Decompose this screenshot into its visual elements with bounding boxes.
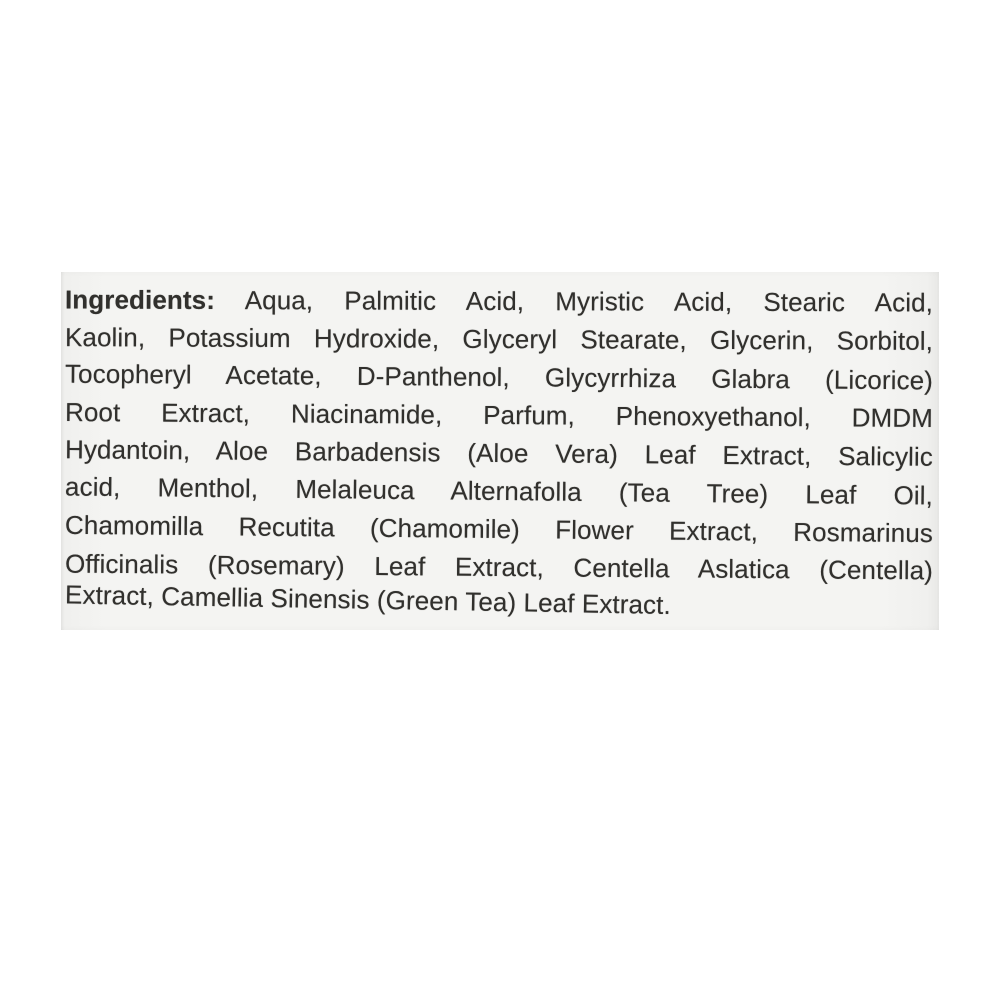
- ingredients-line-1-text: Aqua, Palmitic Acid, Myristic Acid, Stearic Acid,: [244, 285, 934, 318]
- ingredients-line-9: Extract, Camellia Sinensis (Green Tea) Leaf Extract.: [64, 579, 672, 620]
- ingredients-line-7: Chamomilla Recutita (Chamomile) Flower Extract, Rosmarinus: [64, 509, 934, 549]
- ingredients-label: [61, 272, 939, 630]
- ingredients-line-3: Tocopheryl Acetate, D-Panthenol, Glycyrrhiza Glabra (Licorice): [64, 358, 934, 396]
- ingredients-line-6: acid, Menthol, Melaleuca Alternafolla (Tea Tree) Leaf Oil,: [64, 471, 934, 511]
- ingredients-text-block: [65, 282, 933, 624]
- ingredients-line-5: Hydantoin, Aloe Barbadensis (Aloe Vera) Leaf Extract, Salicylic: [64, 434, 934, 472]
- ingredients-line-1: [65, 280, 933, 321]
- ingredients-line-8: Officinalis (Rosemary) Leaf Extract, Centella Aslatica (Centella): [64, 548, 934, 586]
- ingredients-line-4: Root Extract, Niacinamide, Parfum, Phenoxyethanol, DMDM: [64, 396, 934, 434]
- ingredients-line-2: Kaolin, Potassium Hydroxide, Glyceryl Stearate, Glycerin, Sorbitol,: [64, 322, 934, 356]
- ingredients-heading: Ingredients:: [64, 284, 216, 316]
